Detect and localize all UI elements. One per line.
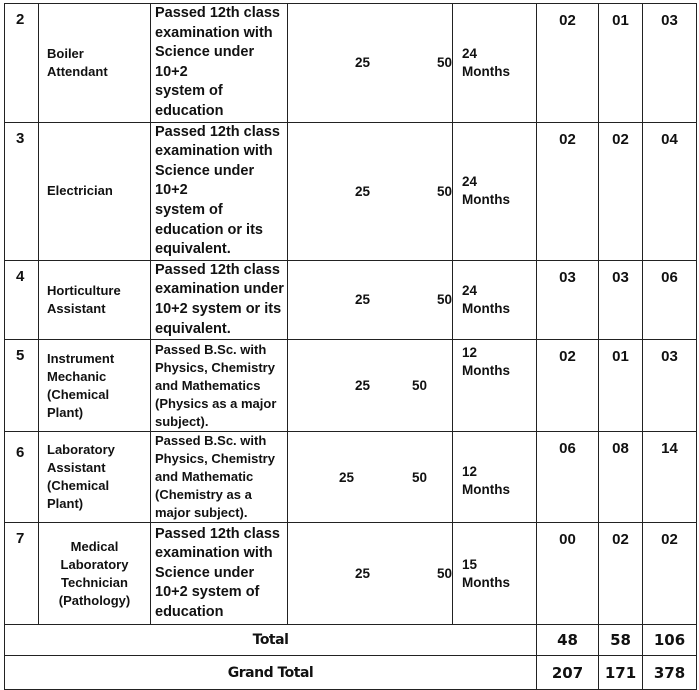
qualification: Passed B.Sc. with Physics, Chemistry and Mathematic (Chemistry as a major subject). <box>151 432 288 523</box>
count-1: 00 <box>537 523 599 625</box>
count-2: 03 <box>599 260 643 339</box>
training-duration: 24 Months <box>453 260 537 339</box>
trade-name: Instrument Mechanic (Chemical Plant) <box>39 340 151 432</box>
min-marks-and-max-age: 25 50 <box>288 122 453 260</box>
trade-name: Medical Laboratory Technician (Pathology) <box>39 523 151 625</box>
count-total: 03 <box>643 4 697 123</box>
count-total: 14 <box>643 432 697 523</box>
table-row <box>5 340 697 432</box>
grand-total-count-1: 207 <box>537 656 599 690</box>
table-row <box>5 523 697 625</box>
count-1: 02 <box>537 340 599 432</box>
min-marks-and-max-age: 25 50 <box>288 340 453 432</box>
grand-total-count-total: 378 <box>643 656 697 690</box>
serial-number: 7 <box>5 523 39 625</box>
count-total: 02 <box>643 523 697 625</box>
count-2: 01 <box>599 4 643 123</box>
count-1: 06 <box>537 432 599 523</box>
serial-number: 6 <box>5 432 39 523</box>
total-row <box>5 625 697 656</box>
count-1: 02 <box>537 4 599 123</box>
training-duration: 24 Months <box>453 122 537 260</box>
grand-total-row <box>5 656 697 690</box>
table-row <box>5 4 697 123</box>
count-1: 03 <box>537 260 599 339</box>
serial-number: 3 <box>5 122 39 260</box>
vacancy-table <box>4 3 697 690</box>
total-count-total: 106 <box>643 625 697 656</box>
min-marks-and-max-age: 25 50 <box>288 523 453 625</box>
serial-number: 2 <box>5 4 39 123</box>
count-total: 03 <box>643 340 697 432</box>
count-2: 08 <box>599 432 643 523</box>
total-label: Total <box>5 625 537 656</box>
count-2: 02 <box>599 122 643 260</box>
serial-number: 5 <box>5 340 39 432</box>
min-marks-and-max-age: 25 50 <box>288 432 453 523</box>
trade-name: Laboratory Assistant (Chemical Plant) <box>39 432 151 523</box>
total-count-2: 58 <box>599 625 643 656</box>
min-marks-and-max-age: 25 50 <box>288 260 453 339</box>
qualification: Passed 12th class examination with Science under 10+2 system of education or its equivalent. <box>151 122 288 260</box>
grand-total-count-2: 171 <box>599 656 643 690</box>
training-duration: 15 Months <box>453 523 537 625</box>
training-duration: 12 Months <box>453 432 537 523</box>
qualification: Passed 12th class examination with Science under 10+2 system of education <box>151 523 288 625</box>
count-total: 04 <box>643 122 697 260</box>
trade-name: Boiler Attendant <box>39 4 151 123</box>
min-marks-and-max-age: 25 50 <box>288 4 453 123</box>
qualification: Passed 12th class examination with Science under 10+2 system of education <box>151 4 288 123</box>
count-1: 02 <box>537 122 599 260</box>
serial-number: 4 <box>5 260 39 339</box>
total-count-1: 48 <box>537 625 599 656</box>
trade-name: Electrician <box>39 122 151 260</box>
training-duration: 12 Months <box>453 340 537 432</box>
training-duration: 24 Months <box>453 4 537 123</box>
count-2: 01 <box>599 340 643 432</box>
qualification: Passed 12th class examination under 10+2 system or its equivalent. <box>151 260 288 339</box>
count-total: 06 <box>643 260 697 339</box>
table-row <box>5 260 697 339</box>
table-row <box>5 122 697 260</box>
count-2: 02 <box>599 523 643 625</box>
grand-total-label: Grand Total <box>5 656 537 690</box>
table-row <box>5 432 697 523</box>
qualification: Passed B.Sc. with Physics, Chemistry and Mathematics (Physics as a major subject). <box>151 340 288 432</box>
trade-name: Horticulture Assistant <box>39 260 151 339</box>
